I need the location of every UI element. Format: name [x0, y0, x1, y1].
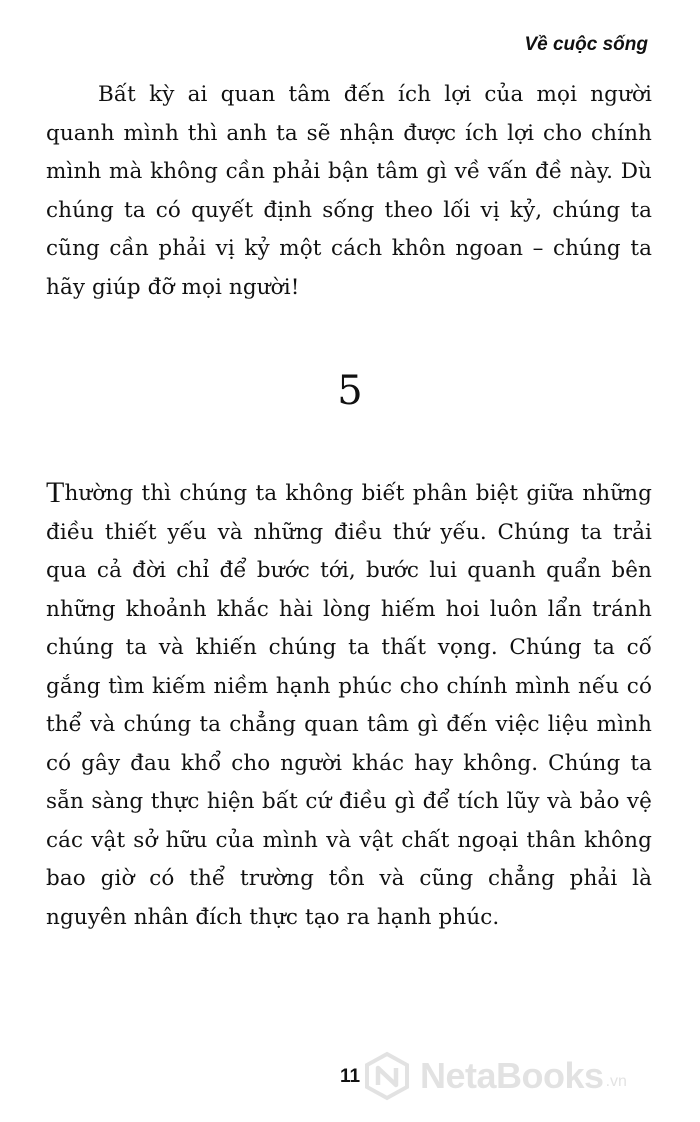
- watermark: [362, 1047, 627, 1105]
- netabooks-logo-icon: [362, 1051, 412, 1101]
- paragraph-2-text: hường thì chúng ta không biết phân biệt giữa những điều thiết yếu và những điều thứ yếu. Chúng ta trải qua cả đời chỉ để bước tới, bước lui quanh quẩn bên những khoảnh khắc hài lòng hiếm hoi luôn lẩn tránh chúng ta và khiến chúng ta thất vọng. Chúng ta cố gắng tìm kiếm niềm hạnh phúc cho chính mình nếu có thể và chúng ta chẳng quan tâm gì đến việc liệu mình có gây đau khổ cho người khác hay không. Chúng ta sẵn sàng thực hiện bất cứ điều gì để tích lũy và bảo vệ các vật sở hữu của mình và vật chất ngoại thân không bao giờ có thể trường tồn và cũng chẳng phải là nguyên nhân đích thực tạo ra hạnh phúc.: [46, 481, 652, 930]
- section-number: 5: [337, 368, 363, 414]
- watermark-suffix: .vn: [605, 1073, 627, 1090]
- drop-cap: T: [46, 476, 65, 509]
- paragraph-2: [46, 475, 652, 937]
- page-number: 11: [339, 1066, 361, 1087]
- paragraph-1: Bất kỳ ai quan tâm đến ích lợi của mọi người quanh mình thì anh ta sẽ nhận được ích lợi cho chính mình mà không cần phải bận tâm gì về vấn đề này. Dù chúng ta có quyết định sống theo lối vị kỷ, chúng ta cũng cần phải vị kỷ một cách khôn ngoan – chúng ta hãy giúp đỡ mọi người!: [46, 82, 652, 300]
- watermark-brand: NetaBooks: [420, 1055, 604, 1096]
- running-title: Về cuộc sống: [524, 34, 648, 55]
